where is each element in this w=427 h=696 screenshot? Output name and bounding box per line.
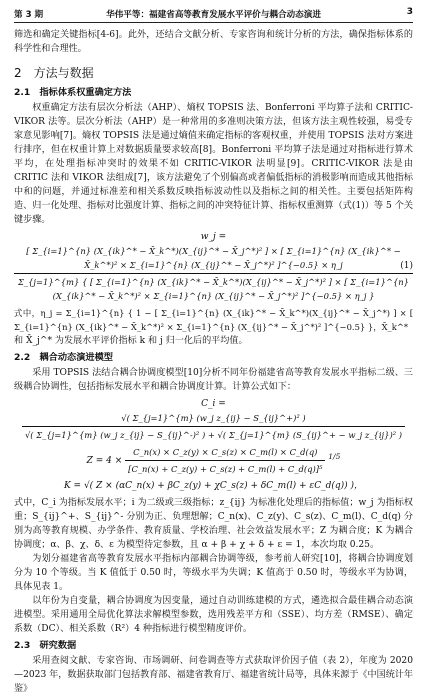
equation-1-lhs: w_j = — [200, 232, 227, 242]
equation-z-numerator: C_n(x) × C_z(y) × C_s(z) × C_m(l) × C_d(q) — [125, 445, 325, 461]
equation-ci — [14, 397, 413, 442]
equation-1-label: (1) — [400, 261, 413, 272]
equation-z-fraction — [125, 445, 325, 476]
section-2-2-paragraph-2: 为划分福建省高等教育发展水平指标内部耦合协调等级，参考前人研究[10]，将耦合协调度划分为 10 个等级。当 K 值低于 0.50 时，等级水平为失调；K 值高于 0.50 时，等级水平为协调，具体见表 1。 — [14, 554, 413, 592]
intro-paragraph: 筛选和确定关键指标[4-6]。此外，还结合文献分析、专家咨询和统计分析的方法，确保指标体系的科学性和合理性。 — [14, 30, 413, 54]
section-2-1-title: 2.1 指标体系权重确定方法 — [14, 87, 132, 98]
section-2-2-definitions: 式中，C_i 为指标发展水平；i 为二级或三级指标；z_{ij} 为标准化处理后的指标值；w_j 为指标权重；S_{ij}^+、S_{ij}^- 分别为正、负理想解；C_n(x)、C_z(y)、C_s(z)、C_m(l)、C_d(q) 分别为高等教育规模、办学条件、教育质量、学校治理、社会效益发展水平；Z 为耦合度；K 为耦合协调度；α、β、χ、δ、ε 为模型待定参数，且 α + β + χ + δ + ε = 1，本次均取 0.25。 — [14, 498, 413, 550]
equation-k — [14, 479, 413, 493]
section-2-2-title: 2.2 耦合动态演进模型 — [14, 352, 113, 363]
equation-k-end: ， — [354, 481, 364, 491]
equation-1-fraction — [14, 244, 413, 303]
section-2-title: 2 方法与数据 — [14, 66, 94, 80]
equation-k-body: K = √( Z × (αC_n(x) + βC_z(y) + χC_s(z) + δC_m(l) + εC_d(q)) ) — [63, 481, 355, 491]
paper-body — [14, 28, 413, 696]
equation-z-denominator: [C_n(x) + C_z(y) + C_s(z) + C_m(l) + C_d(q)]⁵ — [128, 464, 323, 474]
section-2-1-paragraph: 权重确定方法有层次分析法（AHP）、熵权 TOPSIS 法、Bonferroni 平均算子法和 CRITIC-VIKOR 法等。层次分析法（AHP）是一种常用的多准则决策方法，但该方法主观性较强，易受专家意见影响[7]。熵权 TOPSIS 法是通过熵值来确定指标的客观权重，并使用 TOPSIS 法对方案进行排序，但在权重计算上对数据质量要求较高[8]。Bonferroni 平均算子法是通过对指标进行算术平均，在处理指标冲突时的效果不如 CRITIC-VIKOR 法明显[9]。CRITIC-VIKOR 法是由 CRITIC 法和 VIKOR 法组成[7]，该方法避免了个别偏高或者偏低指标的消极影响而造成其他指标中和的问题，并通过标准差和相关系数反映指标波动性以及指标之间的相关性。主要包括矩阵构造、归一化处理、指标对比强度计算、指标之间的冲突特征计算、指标权重测算（式(1)）等 5 个关键步骤。 — [14, 103, 413, 225]
equation-ci-numerator: √( Σ_{j=1}^{m} (w_j z_{ij} − S_{ij}^+)² ) — [22, 411, 405, 427]
equation-z — [14, 445, 413, 476]
equation-1-denominator: Σ_{j=1}^{m} { [ Σ_{i=1}^{n} (X_{ik}^* − X̄_k^*)(X_{ij}^* − X̄_j^*)² ] × [ Σ_{i=1}^{n} (X_{ik}^* − X̄_k^*)² × Σ_{i=1}^{n} (X_{ij}^* − X̄_j^*)² ]^{−0.5} × η_j } — [17, 277, 410, 301]
section-2-2-paragraph-3: 以年份为自变量，耦合协调度为因变量，通过自动训练建模的方式，遴选拟合最佳耦合动态演进模型。采用通用全局优化算法求解模型参数，选用残差平方和（SSE）、均方差（RMSE）、确定系数（DC）、相关系数（R²）4 种指标进行模型精度评价。 — [14, 596, 413, 634]
section-2-2-paragraph-1: 采用 TOPSIS 法结合耦合协调度模型[10]分析不同年份福建省高等教育发展水平指标二级、三级耦合协调性，包括指标发展水平和耦合协调度计算。计算公式如下： — [14, 368, 413, 392]
equation-1-definition-1: 式中，η_j = Σ_{i=1}^{n} { 1 − [ Σ_{i=1}^{n} (X_{ik}^* − X̄_k^*)(X_{ij}^* − X̄_j^*) ] × [ Σ_{i=1}^{n} (X_{ik}^* − X̄_k^*)² × Σ_{i=1}^{n} (X_{ij}^* − X̄_j^*)² ]^{−0.5} }，X̄_k^* — [14, 308, 413, 332]
equation-1-numerator: [ Σ_{i=1}^{n} (X_{ik}^* − X̄_k^*)(X_{ij}^* − X̄_j^*)² ] × [ Σ_{i=1}^{n} (X_{ik}^* − X̄_k^*)² × Σ_{i=1}^{n} (X_{ij}^* − X̄_j^*)² ]^{−0.5} × η_j — [14, 244, 413, 274]
running-title: 华伟平等：福建省高等教育发展水平评价与耦合动态演进 — [106, 10, 321, 20]
equation-z-power: 1/5 — [328, 452, 341, 461]
equation-1 — [14, 230, 413, 303]
page-number: 3 — [406, 7, 413, 17]
running-header — [14, 6, 413, 23]
equation-ci-lhs: C_i = — [201, 399, 226, 409]
section-2-3-title: 2.3 研究数据 — [14, 640, 77, 651]
equation-ci-denominator: √( Σ_{j=1}^{m} (w_j z_{ij} − S_{ij}^-)² ) + √( Σ_{j=1}^{m} (S_{ij}^+ − w_j z_{ij})² ) — [24, 430, 403, 440]
equation-ci-fraction — [22, 411, 405, 442]
section-2-3-paragraph: 采用查阅文献、专家咨询、市场调研、问卷调查等方式获取评价因子值（表 2），年度为 2020—2023 年，数据获取部门包括教育部、福建省教育厅、福建省统计局等，具体来源于《中国统计年鉴》 — [14, 656, 413, 694]
issue-number: 第 3 期 — [14, 10, 44, 20]
equation-1-definition-2: 和 X̄_j^* 为发展水平评价指标 k 和 j 归一化后的平均值。 — [14, 336, 248, 346]
equation-z-lhs: Z = 4 × — [86, 456, 123, 466]
